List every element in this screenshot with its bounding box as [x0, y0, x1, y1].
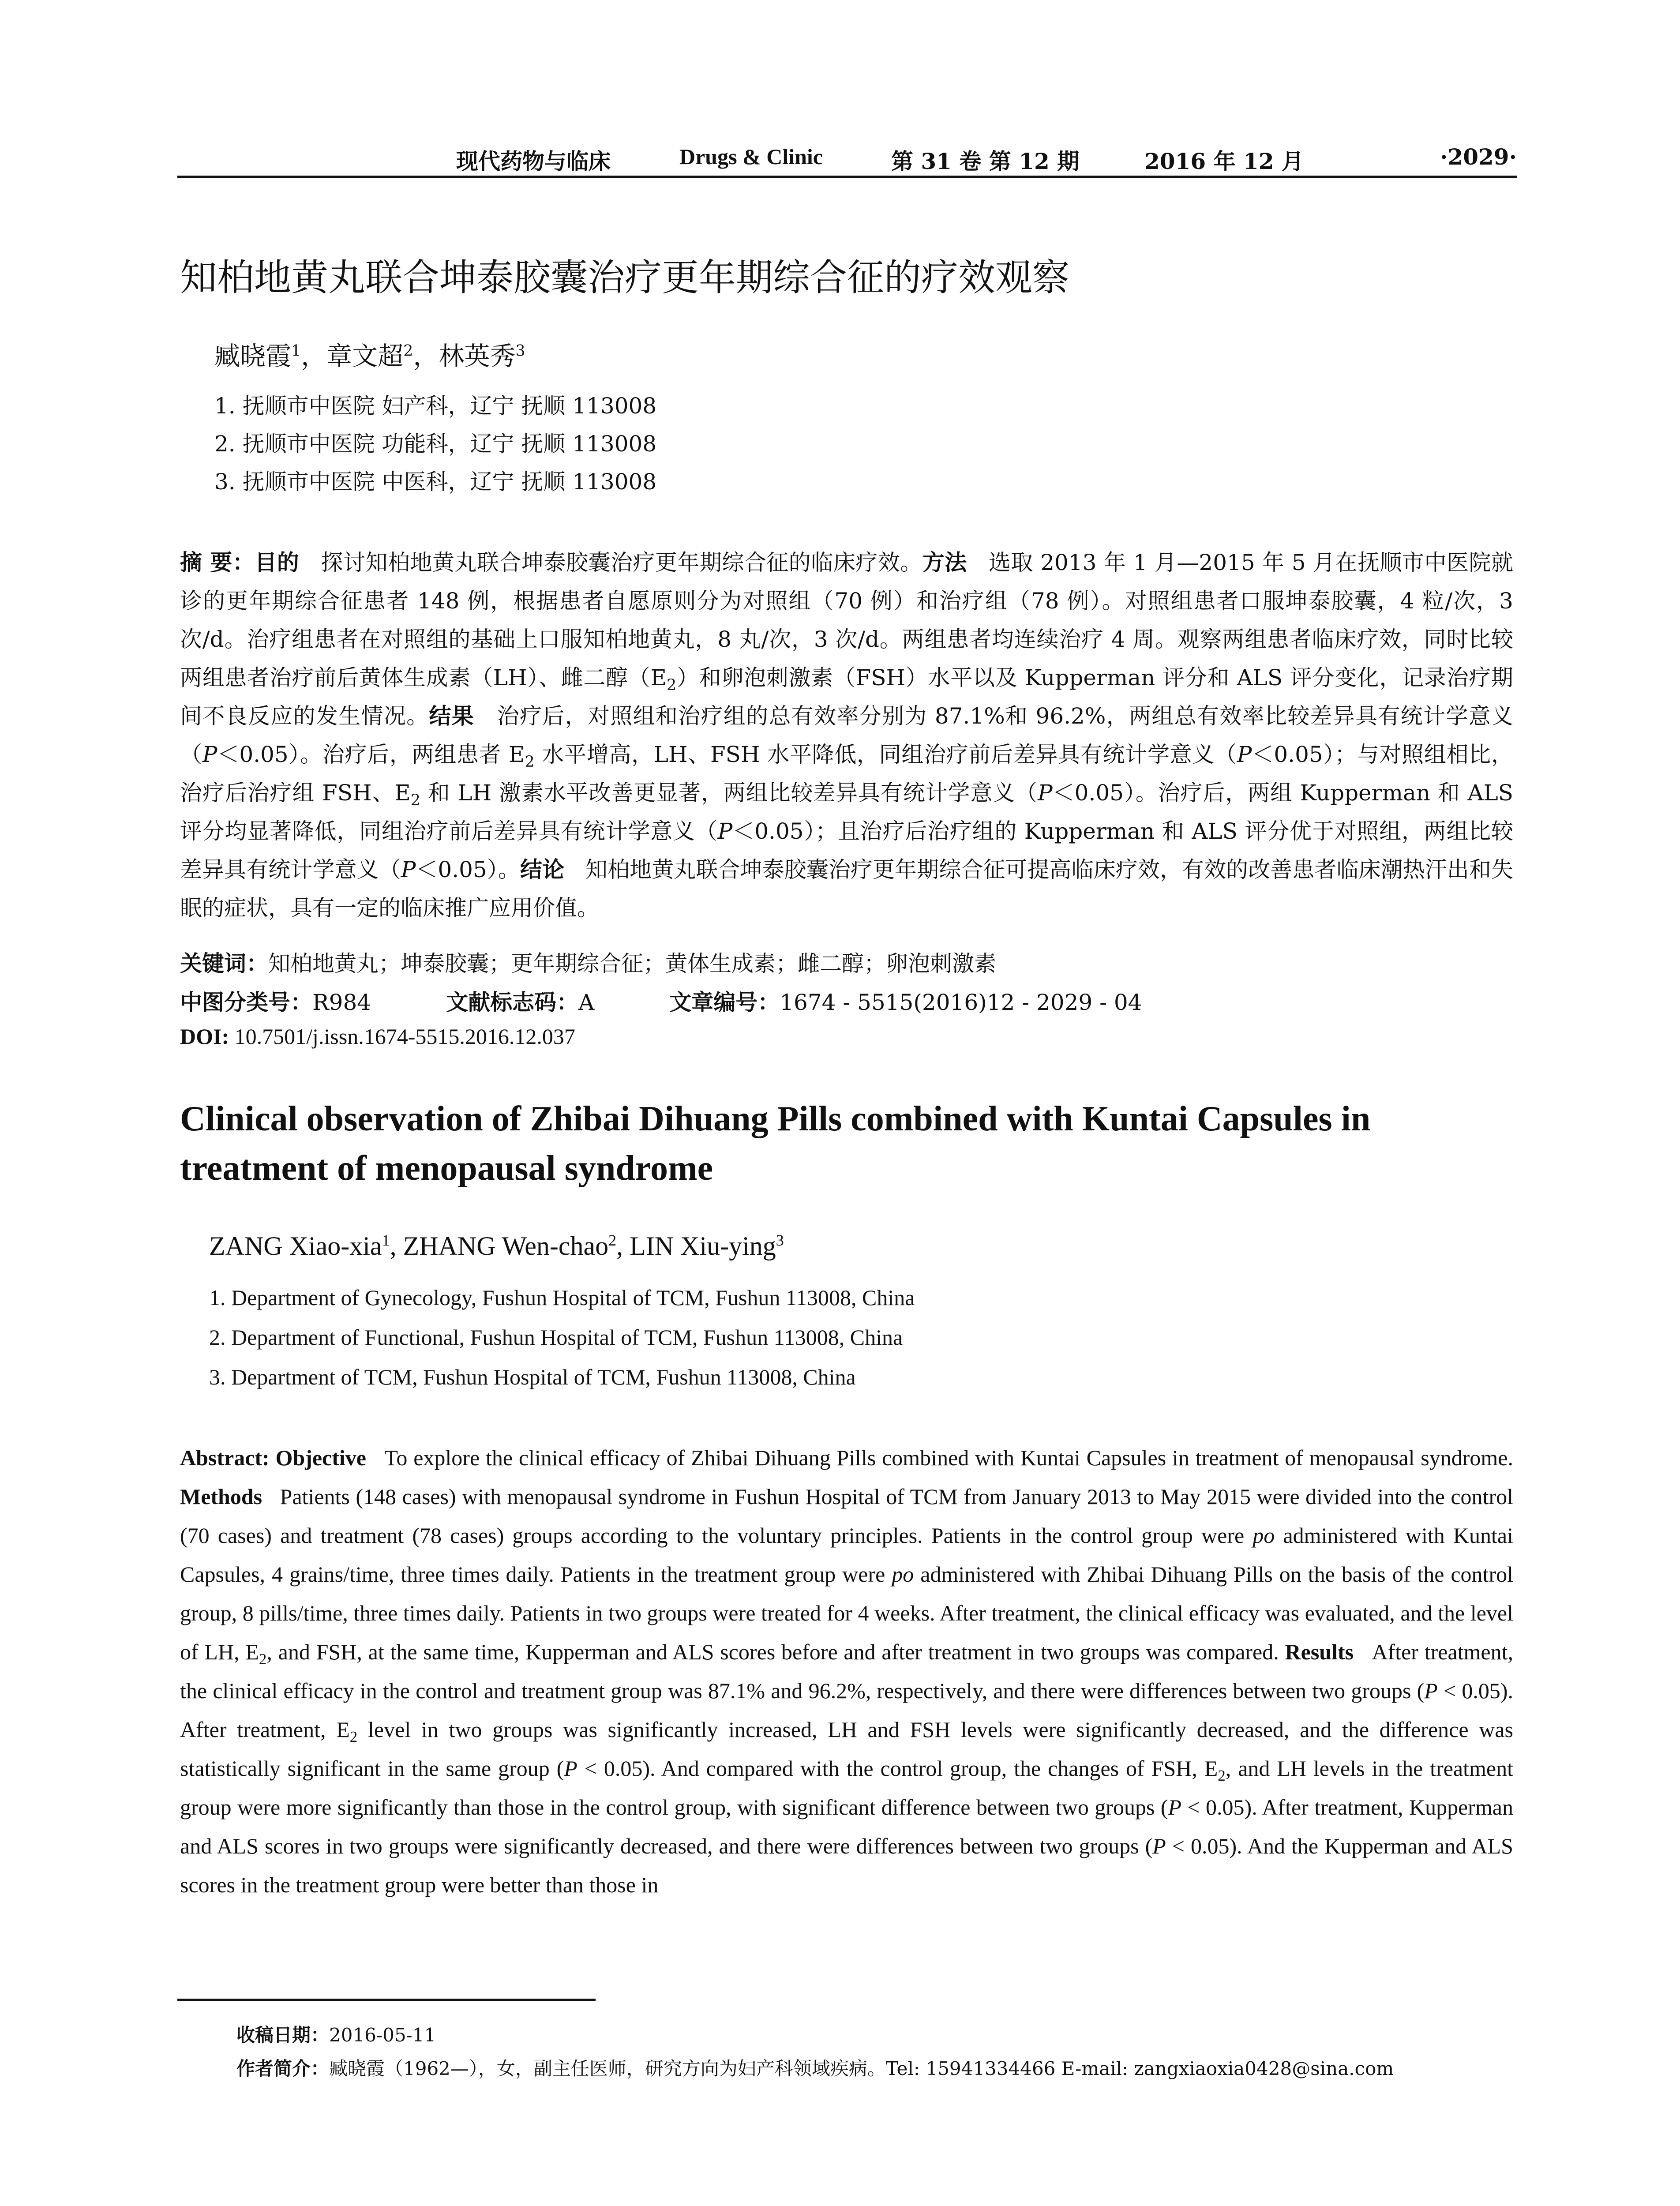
- methods-text: administered with Kuntai Capsules, 4 grains/time, three times daily. Patients in the treatment group were: [180, 1523, 1513, 1587]
- keywords-label: 关键词：: [180, 951, 268, 976]
- abstract-objective-label: Abstract: Objective: [180, 1445, 366, 1470]
- abstract-label: 摘 要：: [180, 550, 255, 575]
- keywords-cn: [180, 946, 996, 978]
- journal-name-cn: 现代药物与临床: [456, 148, 611, 174]
- results-label: 结果: [429, 703, 475, 729]
- author-affil-index: 3: [515, 342, 525, 360]
- issue-date: 2016 年 12 月: [1144, 148, 1304, 174]
- subscript: 2: [410, 792, 421, 809]
- title-cn: 知柏地黄丸联合坤泰胶囊治疗更年期综合征的疗效观察: [180, 256, 1070, 299]
- author-name: 章文超: [326, 341, 404, 371]
- received-value: 2016-05-11: [329, 2024, 436, 2046]
- methods-text: 选取 2013 年 1 月—2015 年 5 月在抚顺市中医院就诊的更年期综合征患者 148 例，根据患者自愿原则分为对照组（70 例）和治疗组（78 例）。对照组患者口服坤泰胶囊，4 粒/次，3 次/d。治疗组患者在对照组的基础上口服知柏地黄丸，8 丸/次，3 次/d。两组患者均连续治疗 4 周。观察两组患者临床疗效，同时比较两组患者治疗前后黄体生成素（LH）、雌二醇（E: [180, 550, 1514, 690]
- p-symbol: P: [202, 742, 218, 767]
- subscript: 2: [349, 1728, 358, 1745]
- author-name: ZANG Xiao-xia: [209, 1231, 382, 1261]
- clc-label: 中图分类号：: [180, 990, 312, 1015]
- results-text: < 0.05). After treatment, E: [180, 1678, 1513, 1742]
- doc-code-label: 文献标志码：: [446, 990, 579, 1015]
- doi-value: 10.7501/j.issn.1674-5515.2016.12.037: [229, 1024, 575, 1049]
- results-text: ＜0.05）；与对照组相比，治疗后治疗组 FSH、E: [180, 742, 1513, 806]
- conclusion-text: 知柏地黄丸联合坤泰胶囊治疗更年期综合征可提高临床疗效，有效的改善患者临床潮热汗出和失眠的症状，具有一定的临床推广应用价值。: [180, 857, 1514, 921]
- author-bio: [236, 2054, 1394, 2081]
- conclusion-label: 结论: [520, 857, 565, 882]
- keywords-value: 知柏地黄丸；坤泰胶囊；更年期综合征；黄体生成素；雌二醇；卵泡刺激素: [268, 951, 996, 976]
- results-label: Results: [1285, 1639, 1354, 1664]
- page-number: ·2029·: [1440, 144, 1517, 170]
- p-symbol: P: [1152, 1834, 1166, 1858]
- methods-label: Methods: [180, 1484, 262, 1509]
- p-symbol: P: [401, 857, 416, 882]
- results-text: level in two groups was significantly increased, LH and FSH levels were significantly decreased, and the difference was statistically significant in the same group (: [180, 1717, 1513, 1781]
- results-text: ＜0.05）；且治疗后治疗组的 Kupperman 和 ALS 评分优于对照组，两组比较差异具有统计学意义（: [180, 818, 1514, 882]
- p-symbol: P: [1038, 780, 1053, 806]
- abstract-en: [180, 1438, 1513, 1904]
- affiliation-en: 2. Department of Functional, Fushun Hospital of TCM, Fushun 113008, China: [209, 1325, 903, 1350]
- subscript: 2: [525, 753, 535, 771]
- affiliation-cn: 3. 抚顺市中医院 中医科，辽宁 抚顺 113008: [214, 469, 657, 495]
- author-bio-label: 作者简介：: [236, 2058, 330, 2079]
- footnote-divider: [177, 1999, 596, 2001]
- po-abbrev: po: [892, 1562, 914, 1587]
- p-symbol: P: [564, 1756, 578, 1781]
- objective-text: 探讨知柏地黄丸联合坤泰胶囊治疗更年期综合征的临床疗效。: [321, 550, 922, 575]
- received-label: 收稿日期：: [236, 2024, 330, 2046]
- methods-text: Patients (148 cases) with menopausal syndrome in Fushun Hospital of TCM from January 2013 to May 2015 were divided into the control (70 cases) and treatment (78 cases) groups according to the voluntary principles. Patients in the control group were: [180, 1484, 1513, 1548]
- received-date: [236, 2021, 436, 2047]
- p-symbol: P: [1237, 742, 1252, 767]
- author-name: LIN Xiu-ying: [630, 1231, 776, 1261]
- methods-text: ）和卵泡刺激素（FSH）水平以及 Kupperman 评分和 ALS 评分变化，记录治疗期间不良反应的发生情况。: [180, 665, 1513, 729]
- affiliation-cn: 2. 抚顺市中医院 功能科，辽宁 抚顺 113008: [214, 431, 657, 457]
- results-text: < 0.05). And compared with the control group, the changes of FSH, E: [577, 1756, 1218, 1781]
- article-number-label: 文章编号：: [669, 990, 780, 1015]
- subscript: 2: [259, 1651, 267, 1668]
- title-en: Clinical observation of Zhibai Dihuang Pills combined with Kuntai Capsules in treatment of menopausal syndrome: [180, 1099, 1371, 1188]
- doc-code-value: A: [578, 990, 595, 1015]
- author-affil-index: 3: [776, 1231, 784, 1249]
- clc-value: R984: [312, 990, 371, 1015]
- running-header: [177, 140, 1517, 178]
- author-affil-index: 1: [291, 342, 301, 360]
- author-affil-index: 1: [382, 1231, 390, 1249]
- results-text: ＜0.05）。治疗后，两组 Kupperman 和 ALS 评分均显著降低，同组治疗前后差异具有统计学意义（: [180, 780, 1513, 844]
- p-symbol: P: [1424, 1678, 1438, 1703]
- results-text: After treatment, the clinical efficacy in the control and treatment group was 87.1% and 96.2%, respectively, and there were differences between two groups (: [180, 1639, 1514, 1703]
- classification-line: [180, 985, 1142, 1017]
- author-name: 臧晓霞: [214, 341, 292, 371]
- results-text: 水平增高，LH、FSH 水平降低，同组治疗前后差异具有统计学意义（: [534, 742, 1237, 767]
- results-text: ＜0.05）。: [416, 857, 520, 882]
- methods-label: 方法: [922, 550, 967, 575]
- results-text: < 0.05). And the Kupperman and ALS scores in the treatment group were better than those in: [180, 1834, 1513, 1897]
- affiliation-en: 1. Department of Gynecology, Fushun Hospital of TCM, Fushun 113008, China: [209, 1285, 915, 1310]
- objective-label: 目的: [255, 550, 300, 575]
- p-symbol: P: [717, 818, 733, 844]
- results-text: 治疗后，对照组和治疗组的总有效率分别为 87.1%和 96.2%，两组总有效率比较差异具有统计学意义（: [180, 703, 1514, 767]
- affiliation-cn: 1. 抚顺市中医院 妇产科，辽宁 抚顺 113008: [214, 393, 657, 419]
- methods-text: , and FSH, at the same time, Kupperman and ALS scores before and after treatment in two groups was compared.: [266, 1639, 1279, 1664]
- doi-line: [180, 1024, 575, 1049]
- p-symbol: P: [1168, 1795, 1182, 1820]
- affiliation-en: 3. Department of TCM, Fushun Hospital of TCM, Fushun 113008, China: [209, 1365, 856, 1389]
- author-name: ZHANG Wen-chao: [403, 1231, 609, 1261]
- author-affil-index: 2: [403, 342, 413, 360]
- doi-label: DOI:: [180, 1024, 229, 1049]
- objective-text: To explore the clinical efficacy of Zhibai Dihuang Pills combined with Kuntai Capsules in treatment of menopausal syndrome.: [384, 1445, 1513, 1470]
- po-abbrev: po: [1252, 1523, 1275, 1548]
- article-number-value: 1674 - 5515(2016)12 - 2029 - 04: [780, 990, 1142, 1015]
- methods-text: administered with Zhibai Dihuang Pills on the basis of the control group, 8 pills/time, three times daily. Patients in two groups were treated for 4 weeks. After treatment, the clinical efficacy was evaluated, and the level of LH, E: [180, 1562, 1513, 1664]
- results-text: , and LH levels in the treatment group were more significantly than those in the control group, with significant difference between two groups (: [180, 1756, 1513, 1820]
- volume-issue: 第 31 卷 第 12 期: [891, 148, 1080, 174]
- abstract-cn: [180, 544, 1513, 927]
- journal-name-en: Drugs & Clinic: [679, 144, 823, 169]
- results-text: < 0.05). After treatment, Kupperman and ALS scores in two groups were significantly decreased, and there were differences between two groups (: [180, 1795, 1513, 1858]
- results-text: 和 LH 激素水平改善更显著，两组比较差异具有统计学意义（: [420, 780, 1038, 806]
- author-bio-value: 臧晓霞（1962—），女，副主任医师，研究方向为妇产科领域疾病。Tel: 15941334466 E-mail: zangxiaoxia0428@sina.com: [329, 2058, 1394, 2079]
- author-affil-index: 2: [608, 1231, 617, 1249]
- authors-cn: 臧晓霞$^1$，章文超$^2$，林英秀$^3$: [214, 341, 525, 371]
- author-name: 林英秀: [439, 341, 516, 371]
- subscript: 2: [666, 676, 677, 694]
- results-text: ＜0.05）。治疗后，两组患者 E: [217, 742, 525, 767]
- subscript: 2: [1218, 1767, 1226, 1784]
- authors-en: ZANG Xiao-xia$^1$, ZHANG Wen-chao$^2$, LIN Xiu-ying$^3$: [209, 1231, 784, 1261]
